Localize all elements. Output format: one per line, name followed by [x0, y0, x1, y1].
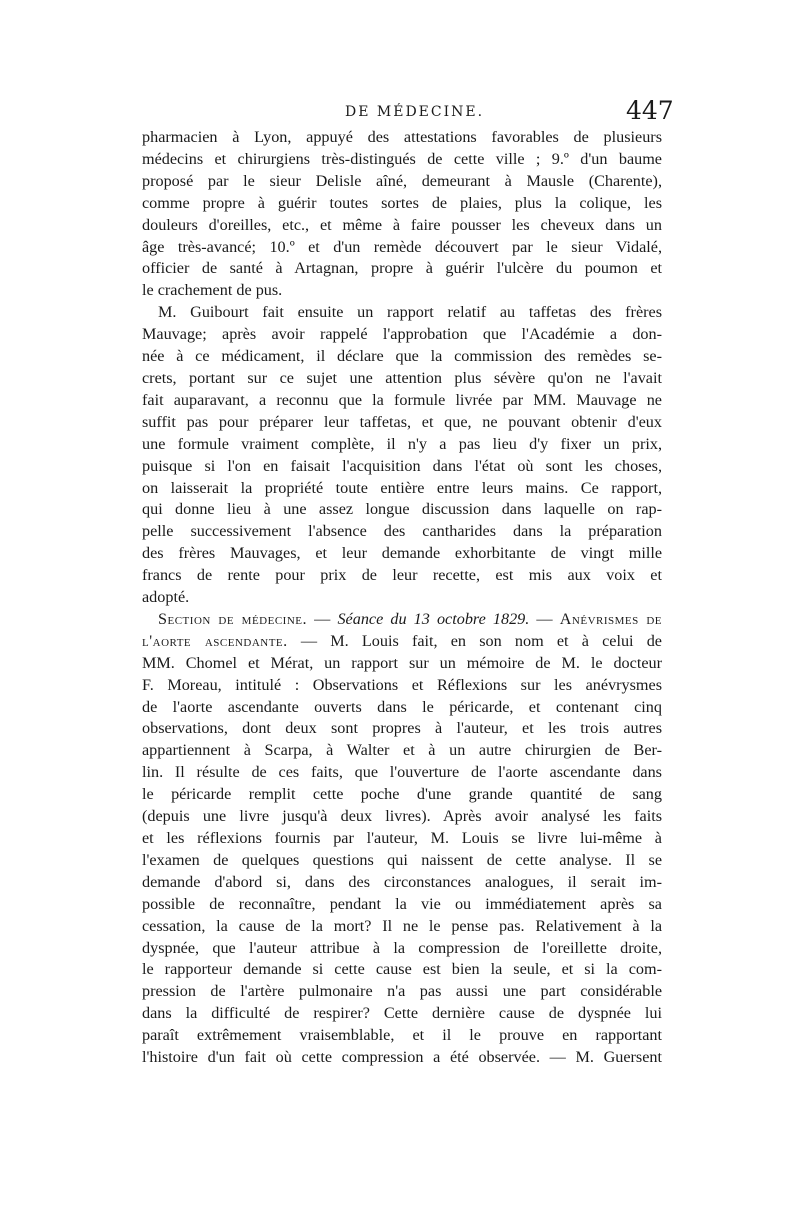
- text-line: le péricarde remplit cette poche d'une grande quantité de sang: [142, 785, 662, 804]
- paragraph-continuation: [142, 127, 662, 302]
- text-line: crets, portant sur ce sujet une attention plus sévère qu'on ne l'avait: [142, 368, 662, 387]
- paragraph-guibourt-report: [142, 302, 662, 609]
- text-line: officier de santé à Artagnan, propre à guérir l'ulcère du poumon et: [142, 259, 662, 278]
- text-line: et les réflexions fournis par l'auteur, M. Louis se livre lui-même à: [142, 829, 662, 847]
- text-line: fait auparavant, a reconnu que la formule livrée par MM. Mauvage ne: [142, 390, 662, 409]
- text-line: pression de l'artère pulmonaire n'a pas aussi une part considérable: [142, 982, 662, 1001]
- text-line: francs de rente pour prix de leur recette, est mis aux voix et: [142, 566, 662, 585]
- text-run: M. Louis fait, en son nom et à celui de: [330, 631, 662, 650]
- text-line: des frères Mauvages, et leur demande exhorbitante de vingt mille: [142, 544, 662, 563]
- text-line: demande d'abord si, dans des circonstances analogues, il serait im-: [142, 872, 662, 891]
- text-line: (depuis une livre jusqu'à deux livres). Après avoir analysé les faits: [142, 807, 662, 826]
- text-line: M. Guibourt fait ensuite un rapport relatif au taffetas des frères: [158, 303, 662, 322]
- text-line: paraît extrêmement vraisemblable, et il le prouve en rapportant: [142, 1026, 662, 1045]
- text-line: pelle successivement l'absence des cantharides dans la préparation: [142, 522, 662, 541]
- text-line: dyspnée, que l'auteur attribue à la compression de l'oreillette droite,: [142, 938, 662, 957]
- text-line: MM. Chomel et Mérat, un rapport sur un mémoire de M. le docteur: [142, 653, 662, 672]
- text-line: adopté.: [142, 588, 190, 607]
- text-line: F. Moreau, intitulé : Observations et Réflexions sur les anévrysmes: [142, 675, 662, 694]
- text-line: comme propre à guérir toutes sortes de plaies, plus la colique, les: [142, 193, 662, 212]
- body-text: [142, 127, 662, 1069]
- text-line: l'histoire d'un fait où cette compression a été observée. — M. Guersent: [142, 1048, 662, 1067]
- text-line: médecins et chirurgiens très-distingués de cette ville ; 9.º d'un baume: [142, 149, 662, 168]
- text-line: proposé par le sieur Delisle aîné, demeurant à Mausle (Charente),: [142, 171, 662, 190]
- text-line: Mauvage; après avoir rappelé l'approbation que l'Académie a don-: [142, 325, 662, 344]
- text-line: dans la difficulté de respirer? Cette dernière cause de dyspnée lui: [142, 1004, 662, 1023]
- text-line: née à ce médicament, il déclare que la commission des remèdes se-: [142, 347, 662, 366]
- text-line: lin. Il résulte de ces faits, que l'ouverture de l'aorte ascendante dans: [142, 763, 662, 782]
- text-line: l'examen de quelques questions qui naissent de cette analyse. Il se: [142, 850, 662, 869]
- text-line: puisque si l'on en faisait l'acquisition dans l'état où sont les choses,: [142, 456, 662, 475]
- text-line: observations, dont deux sont propres à l'auteur, et les trois autres: [142, 719, 662, 738]
- page-number: 447: [626, 96, 674, 125]
- text-line: le crachement de pus.: [142, 281, 283, 300]
- section-heading-line: Section de médecine. — Séance du 13 octobre 1829. — Anévrismes de l'aorte ascendante. — M. Louis fait, en son nom et à celui de: [142, 609, 663, 650]
- text-line: qui donne lieu à une assez longue discussion dans laquelle on rap-: [142, 500, 662, 519]
- running-head: DE MÉDECINE.: [345, 104, 485, 120]
- text-line: possible de reconnaître, pendant la vie ou immédiatement après sa: [142, 894, 662, 913]
- text-line: une formule vraiment complète, il n'y a pas lieu d'y fixer un prix,: [142, 434, 662, 453]
- text-line: suffit pas pour préparer leur taffetas, et que, ne pouvant obtenir d'eux: [142, 412, 662, 431]
- topic-heading: Anévrismes de l'aorte ascendante.: [142, 609, 663, 650]
- session-date: Séance du 13 octobre 1829.: [337, 609, 530, 628]
- text-line: le rapporteur demande si cette cause est bien la seule, et si la com-: [142, 960, 662, 979]
- text-line: cessation, la cause de la mort? Il ne le pense pas. Relativement à la: [142, 916, 662, 935]
- text-line: douleurs d'oreilles, etc., et même à faire pousser les cheveux dans un: [142, 215, 662, 234]
- text-line: de l'aorte ascendante ouverts dans le péricarde, et contenant cinq: [142, 697, 662, 716]
- text-line: appartiennent à Scarpa, à Walter et à un autre chirurgien de Ber-: [142, 741, 662, 760]
- text-line: pharmacien à Lyon, appuyé des attestations favorables de plusieurs: [142, 128, 662, 146]
- paragraph-section-medecine: [142, 609, 662, 1069]
- text-line: on laisserait la propriété toute entière entre leurs mains. Ce rapport,: [142, 478, 662, 497]
- text-line: âge très-avancé; 10.º et d'un remède découvert par le sieur Vidalé,: [142, 237, 662, 256]
- section-label: Section de médecine.: [158, 609, 308, 628]
